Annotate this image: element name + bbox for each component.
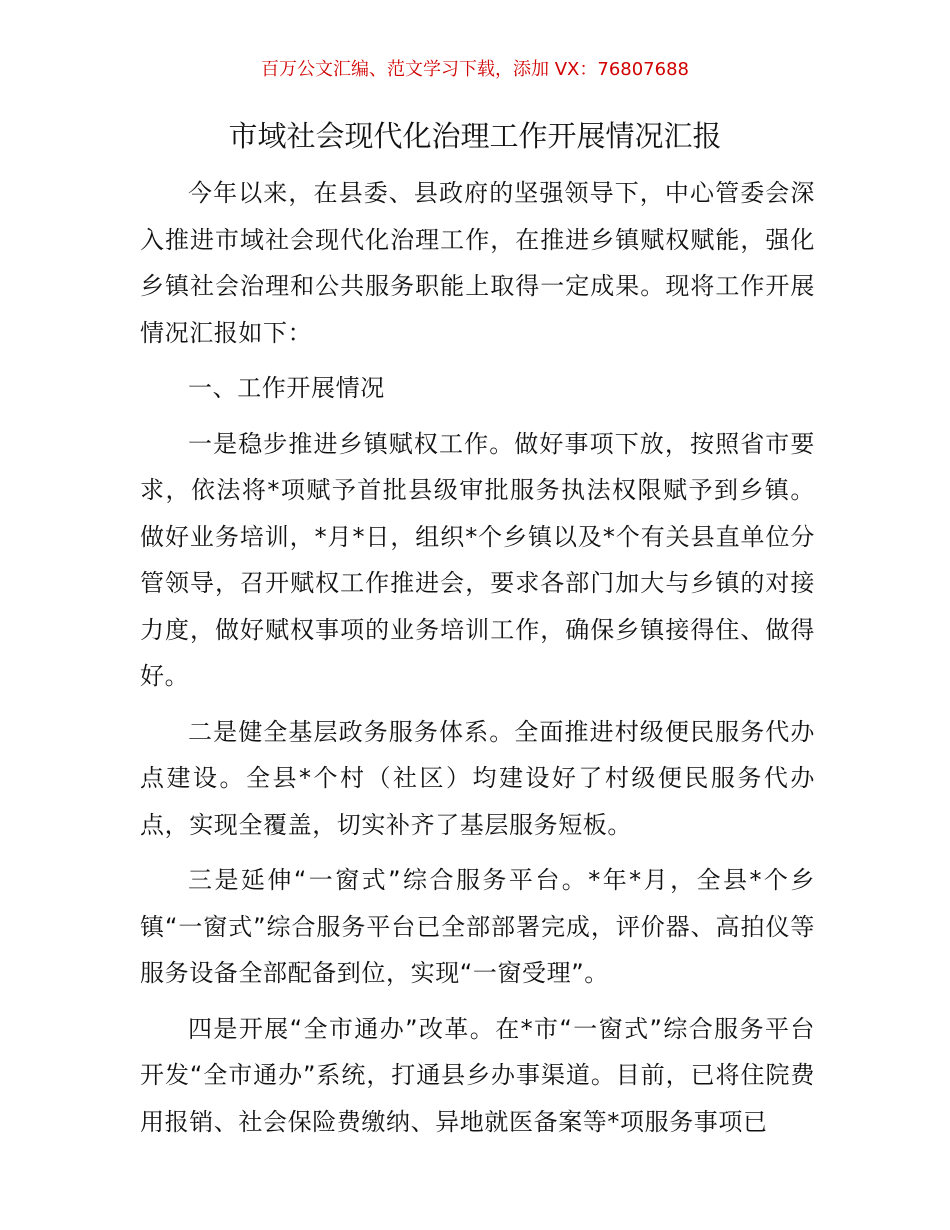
intro-paragraph: 今年以来，在县委、县政府的坚强领导下，中心管委会深入推进市域社会现代化治理工作，在推进乡镇赋权赋能，强化乡镇社会治理和公共服务职能上取得一定成果。现将工作开展情况汇报如下： [140,179,815,347]
watermark-text: 百万公文汇编、范文学习下载，添加 VX：76807688 [261,59,689,80]
document-body [140,170,815,1145]
section-heading: 一、工作开展情况 [188,374,385,402]
paragraph-item-3: 三是延伸“一窗式”综合服务平台。*年*月，全县*个乡镇“一窗式”综合服务平台已全部部署完成，评价器、高拍仪等服务设备全部配备到位，实现“一窗受理”。 [140,866,815,987]
paragraph-item-4: 四是开展“全市通办”改革。在*市“一窗式”综合服务平台开发“全市通办”系统，打通县乡办事渠道。目前，已将住院费用报销、社会保险费缴纳、异地就医备案等*项服务事项已 [140,1014,815,1136]
paragraph-item-2: 二是健全基层政务服务体系。全面推进村级便民服务代办点建设。全县*个村（社区）均建设好了村级便民服务代办点，实现全覆盖，切实补齐了基层服务短板。 [140,717,815,839]
paragraph-item-1: 一是稳步推进乡镇赋权工作。做好事项下放，按照省市要求，依法将*项赋予首批县级审批服务执法权限赋予到乡镇。做好业务培训，*月*日，组织*个乡镇以及*个有关县直单位分管领导，召开赋权工作推进会，要求各部门加大与乡镇的对接力度，做好赋权事项的业务培训工作，确保乡镇接得住、做得好。 [140,429,815,690]
document-title: 市域社会现代化治理工作开展情况汇报 [228,119,722,153]
